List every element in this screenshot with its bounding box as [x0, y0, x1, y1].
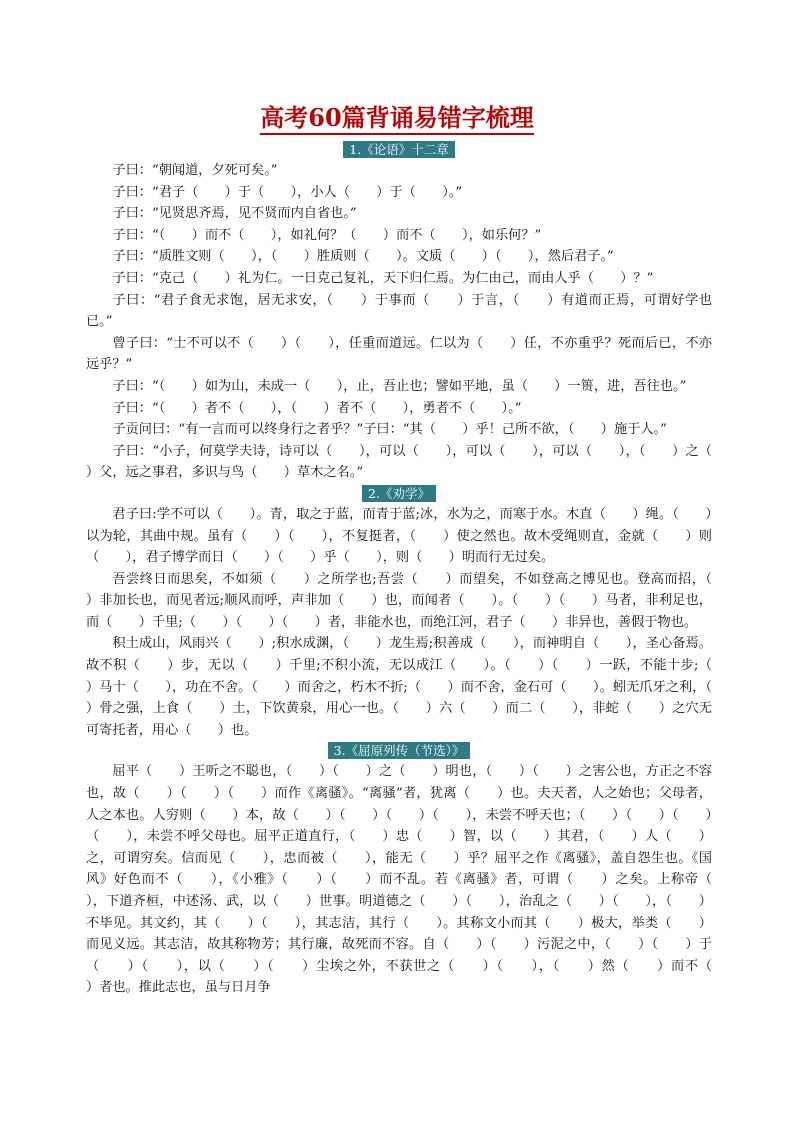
paragraph: 子曰：“（ ）而不（ ），如礼何？（ ）而不（ ），如乐何？”	[112, 227, 542, 243]
document-title	[0, 100, 794, 136]
document-body	[86, 140, 739, 999]
section-heading: 2.《劝学》	[86, 484, 712, 504]
paragraph: 君子曰:学不可以（ ）。青，取之于蓝，而青于蓝;冰，水为之，而寒于水。木直（ ）绳。（ ）以为轮，其曲中规。虽有（ ）（ ），不复挺者，（ ）使之然也。故木受绳则直，金就（ ）则（ ），君子博学而日（ ）（ ）乎（ ），则（ ）明而行无过矣。	[86, 506, 712, 566]
paragraph: 子曰：“（ ）者不（ ），（ ）者不（ ），勇者不（ ）。”	[112, 400, 522, 416]
paragraph: 子曰：“小子，何莫学夫诗，诗可以（ ），可以（ ），可以（ ），可以（ ），（ ）之（ ）父，远之事君，多识与鸟（ ）草木之名。”	[86, 443, 739, 481]
paragraph: 屈平（ ）王听之不聪也，（ ）（ ）之（ ）明也，（ ）（ ）之害公也，方正之不容也，故（ ）（ ）（ ）而作《离骚》。“离骚”者，犹离（ ）也。夫天者，人之始也；父母者，人之本也。人穷则（ ）本，故（ ）（ ）（ ）（ ），未尝不呼天也；（ ）（ ）（ ）（ ），未尝不呼父母也。屈平正道直行，（ ）忠（ ）智，以（ ）其君，（ ）人（ ）之，可谓穷矣。信而见（ ），忠而被（ ），能无（ ）乎？屈平之作《离骚》，盖自怨生也。《国风》好色而不（ ），《小雅》（ ）（ ）而不乱。若《离骚》者，可谓（ ）之矣。上称帝（ ），下道齐桓，中述汤、武，以（ ）世事。明道德之（ ）（ ），治乱之（ ）（ ），（ ）不毕见。其文约，其（ ）（ ），其志洁，其行（ ）。其称文小而其（ ）极大，举类（ ）而见义远。其志洁，故其称物芳；其行廉，故死而不容。自（ ）（ ）污泥之中，（ ）（ ）于（ ）（ ），以（ ）（ ）尘埃之外，不获世之（ ）（ ），（ ）然（ ）而不（ ）者也。推此志也，虽与日月争	[86, 764, 739, 996]
paragraph: 子曰：“君子（ ）于（ ），小人（ ）于（ ）。”	[112, 184, 463, 200]
paragraph: 子曰：“克己（ ）礼为仁。一日克己复礼，天下归仁焉。为仁由己，而由人乎（ ）？”	[112, 270, 654, 286]
paragraph: 曾子曰：“士不可以不（ ）（ ），任重而道远。仁以为（ ）任，不亦重乎？死而后已，不亦远乎？”	[86, 335, 712, 373]
paragraph: 子曰：“（ ）如为山，未成一（ ），止，吾止也；譬如平地，虽（ ）一篑，进，吾往也。”	[112, 378, 687, 394]
paragraph: 子曰：“朝闻道，夕死可矣。”	[112, 163, 278, 178]
paragraph: 吾尝终日而思矣，不如须（ ）之所学也;吾尝（ ）而望矣，不如登高之博见也。登高而招，（ ）非加长也，而见者远;顺风而呼，声非加（ ）也，而闻者（ ）。（ ）（ ）马者，非利足也，而（ ）千里;（ ）（ ）（ ）者，非能水也，而绝江河，君子（ ）非异也，善假于物也。	[86, 571, 739, 630]
document-title-text: 高考60篇背诵易错字梳理	[260, 103, 533, 135]
paragraph: 积土成山，风雨兴（ ）;积水成渊，（ ）龙生焉;积善成（ ），而神明自（ ），圣心备焉。故不积（ ）步，无以（ ）千里;不积小流，无以成江（ ）。（ ）（ ）一跃，不能十步;（ ）马十（ ），功在不舍。（ ）而舍之，朽木不折;（ ）而不舍，金石可（ ）。蚓无爪牙之利，（ ）骨之强，上食（ ）土，下饮黄泉，用心一也。（ ）六（ ）而二（ ），非蛇（ ）之穴无可寄托者，用心（ ）也。	[86, 636, 739, 738]
section-heading: 3.《屈原列传（节选）》	[86, 741, 712, 761]
paragraph: 子贡问曰：“有一言而可以终身行之者乎？”子曰：“其（ ）乎！己所不欲，（ ）施于人。”	[112, 422, 667, 438]
paragraph: 子曰：“质胜文则（ ），（ ）胜质则（ ）。文质（ ）（ ），然后君子。”	[112, 249, 614, 265]
paragraph: 子曰：“君子食无求饱，居无求安，（ ）于事而（ ）于言，（ ）有道而正焉，可谓好学也已。”	[86, 292, 712, 330]
section-heading: 1.《论语》十二章	[86, 140, 712, 160]
paragraph: 子曰：“见贤思齐焉，见不贤而内自省也。”	[112, 206, 357, 222]
